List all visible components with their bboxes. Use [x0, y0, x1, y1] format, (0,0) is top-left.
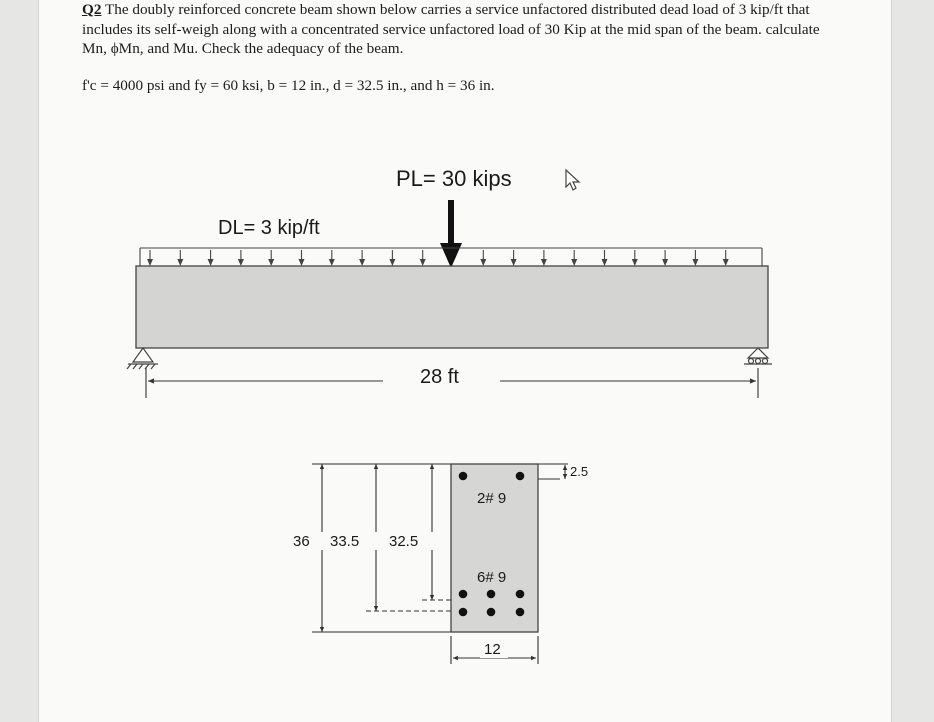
bottom-bars-label: 6# 9	[477, 569, 507, 586]
question-body: The doubly reinforced concrete beam shown below carries a service unfactored distributed dead load of 3 kip/ft that includes its self-weigh along with a concentrated service unfactored load of 30 Kip at the mid span of the beam. calculate Mn, ϕMn, and Mu. Check the adequacy of the beam.	[82, 1, 820, 57]
dim-h-label: 36	[293, 533, 310, 550]
dist-load-label: DL= 3 kip/ft	[218, 217, 320, 239]
pin-support-icon	[127, 348, 158, 369]
point-load-label: PL= 30 kips	[396, 166, 512, 191]
load-arrow-head	[329, 259, 335, 266]
point-load-arrow	[440, 200, 462, 268]
load-arrow-head	[268, 259, 274, 266]
load-arrow-head	[602, 259, 608, 266]
load-arrow-head	[238, 259, 244, 266]
question-number: Q2	[82, 1, 102, 18]
load-arrow-head	[571, 259, 577, 266]
given-values: f'c = 4000 psi and fy = 60 ksi, b = 12 in., d = 32.5 in., and h = 36 in.	[82, 77, 495, 94]
load-arrow-head	[480, 259, 486, 266]
load-arrow-head	[632, 259, 638, 266]
load-arrow-head	[389, 259, 395, 266]
dim-d-label: 32.5	[389, 533, 419, 550]
width-label: 12	[484, 641, 501, 658]
load-arrow-head	[541, 259, 547, 266]
cover-label: 2.5	[570, 464, 589, 479]
dim-d-prime-label: 33.5	[330, 533, 360, 550]
distributed-load-arrows	[147, 250, 729, 266]
load-arrow-head	[662, 259, 668, 266]
span-label: 28 ft	[420, 366, 459, 388]
load-arrow-head	[299, 259, 305, 266]
load-arrow-head	[208, 259, 214, 266]
load-arrow-head	[177, 259, 183, 266]
cursor-arrow-icon	[566, 170, 579, 190]
load-arrow-head	[723, 259, 729, 266]
load-arrow-head	[420, 259, 426, 266]
top-bars-label: 2# 9	[477, 490, 507, 507]
load-arrow-head	[511, 259, 517, 266]
load-arrow-head	[147, 259, 153, 266]
load-arrow-head	[359, 259, 365, 266]
roller-support-icon	[744, 348, 772, 364]
load-arrow-head	[692, 259, 698, 266]
beam-body	[136, 266, 768, 348]
